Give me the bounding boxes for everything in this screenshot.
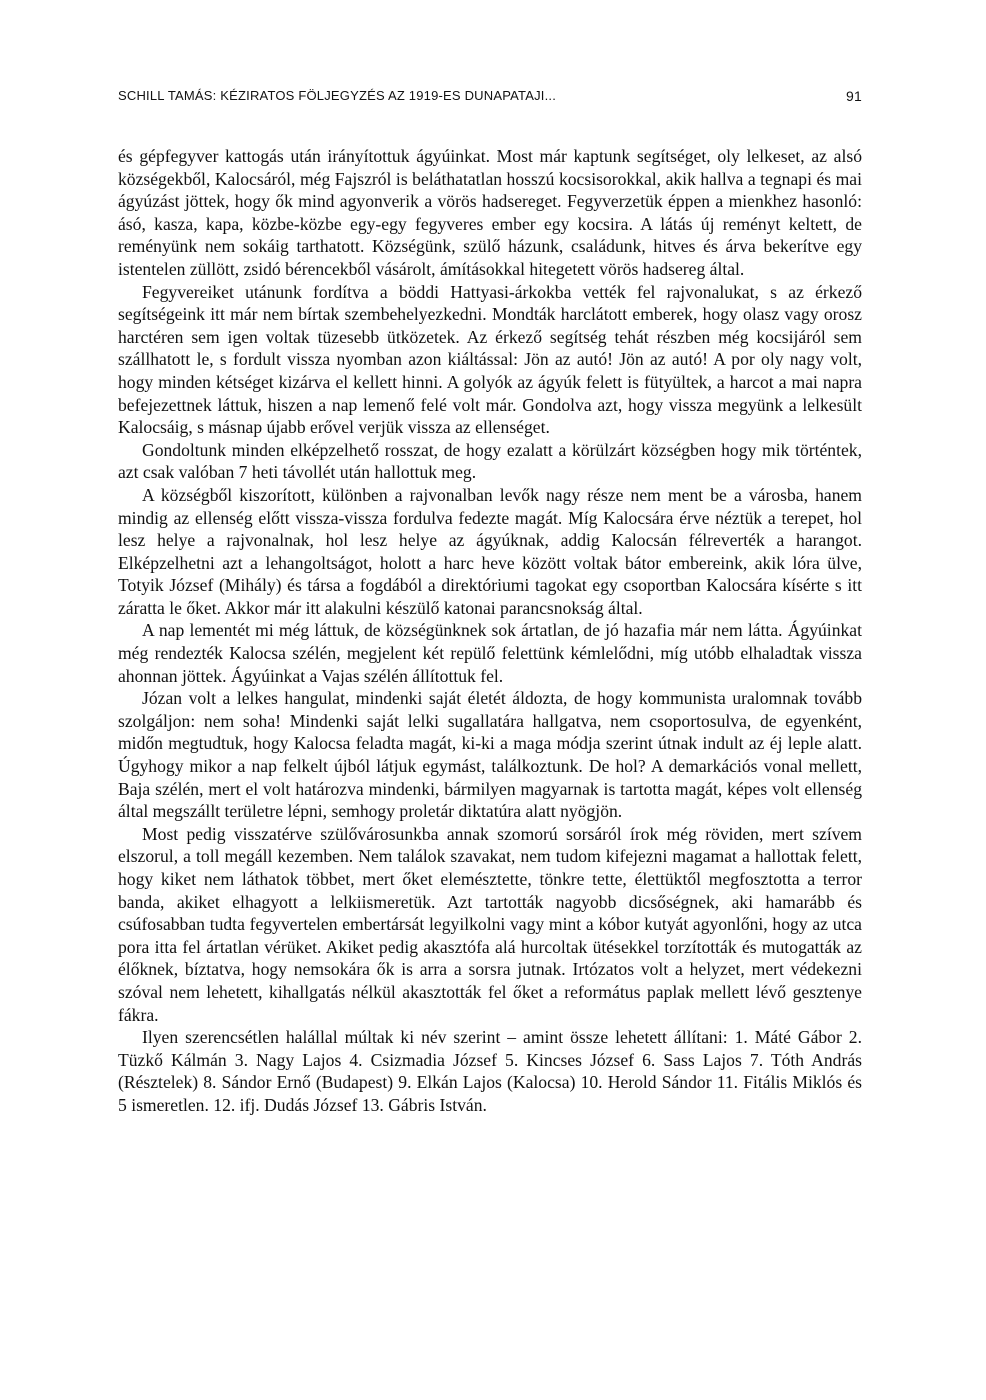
running-title: SCHILL TAMÁS: KÉZIRATOS FÖLJEGYZÉS AZ 1919-ES DUNAPATAJI... <box>118 88 557 103</box>
paragraph: Józan volt a lelkes hangulat, mindenki saját életét áldozta, de hogy kommunista uralomnak tovább szolgáljon: nem soha! Mindenki saját lelki sugallatára hallgatva, nem csoportosulva, de egyenként, midőn megtudtuk, hogy Kalocsa feladta magát, ki-ki a maga módja szerint útnak indult az éj leple alatt. Úgyhogy mikor a nap felkelt újból látjuk egymást, találkoztunk. De hol? A demarkációs vonal mellett, Baja szélén, mert el volt határozva mindenki, bármilyen magyarnak is tartotta magát, képes volt ellenség által megszállt területre lépni, semhogy proletár diktatúra alatt nyögjön. <box>118 688 862 822</box>
body-text <box>118 145 862 1117</box>
paragraph: Gondoltunk minden elképzelhető rosszat, de hogy ezalatt a körülzárt községben hogy mik történtek, azt csak valóban 7 heti távollét után hallottuk meg. <box>118 439 862 483</box>
paragraph: A nap lementét mi még láttuk, de községünknek sok ártatlan, de jó hazafia már nem látta. Ágyúinkat még rendezték Kalocsa szélén, megjelent két repülő felettünk kémlelődni, míg utóbb elhaladtak vissza ahonnan jöttek. Ágyúinkat a Vajas szélén állítottuk fel. <box>118 620 862 686</box>
paragraph: A községből kiszorított, különben a rajvonalban levők nagy része nem ment be a városba, hanem mindig az ellenség előtt vissza-vissza fordulva fedezte magát. Míg Kalocsára érve néztük a terepet, hol lesz helye a rajvonalnak, hol lesz helye az ágyúknak, addig Kalocsán félreverték a harangot. Elképzelhetni azt a lehangoltságot, holott a harc heve között voltak bátor embereink, akik lóra ülve, Totyik József (Mihály) és társa a fogdából a direktóriumi tagokat egy csoportban Kalocsára kísérte s itt záratta le őket. Akkor már itt alakulni készülő katonai parancsnokság által. <box>118 484 862 618</box>
paragraph: és gépfegyver kattogás után irányítottuk ágyúinkat. Most már kaptunk segítséget, oly lelkeset, az alsó községekből, Kalocsáról, még Fajszról is beláthatatlan hosszú kocsisorokkal, akik hallva a tegnapi és mai ágyúzást jöttek, hogy ők mind agyonverik a vörös hadsereget. Fegyverzetük éppen a mienkhez hasonló: ásó, kasza, kapa, közbe-közbe egy-egy fegyveres ember egy kocsira. A látás új reményt keltett, de reményünk nem sokáig tarthatott. Községünk, szülő házunk, családunk, hitves és árva bekerítve egy istentelen züllött, zsidó bérencekből vásárolt, ámításokkal hitegetett vörös hadsereg által. <box>118 146 862 279</box>
paragraph: Most pedig visszatérve szülővárosunkba annak szomorú sorsáról írok még röviden, mert szívem elszorul, a toll megáll kezemben. Nem találok szavakat, nem tudom kifejezni magamat a hallottak felett, hogy kiket nem láthatok többet, mert őket elemésztette, tönkre tette, élettüktől megfosztotta a terror banda, akiket elhagyott a lelkiismeretük. Azt tartották nagyobb dicsőségnek, aki hamarább és csúfosabban tudta fegyvertelen embertársát legyilkolni vagy mint a kóbor kutyát agyonlőni, hogy az utca pora itta fel ártatlan vérüket. Akiket pedig akasztófa alá hurcoltak ütésekkel torzították és mutogatták az élőknek, bíztatva, hogy nemsokára ők is arra a sorsra jutnak. Irtózatos volt a helyzet, mert védekezni szóval nem lehetett, kihallgatás nélkül akasztották fel őket a református paplak mellett lévő gesztenye fákra. <box>118 823 862 1025</box>
paragraph: Fegyvereiket utánunk fordítva a böddi Hattyasi-árkokba vették fel rajvonalukat, s az érkező segítségeink itt már nem bírtak szembehelyezkedni. Mondták harclátott emberek, hogy olasz vagy orosz harctéren sem igen voltak tüzesebb ütközetek. Az érkező segítség tehát részben még kocsijáról sem szállhatott le, s fordult vissza nyomban azon kiáltással: Jön az autó! Jön az autó! A por oly nagy volt, hogy minden kétséget kizárva el kellett hinni. A golyók az ágyúk felett is fütyültek, a harcot a mai napra befejezettnek láttuk, hiszen a nap lemenő felé volt már. Gondolva azt, hogy vissza megyünk a lelkesült Kalocsáig, s másnap újabb erővel verjük vissza az ellenséget. <box>118 281 862 438</box>
paragraph: Ilyen szerencsétlen halállal múltak ki név szerint – amint össze lehetett állítani: 1. Máté Gábor 2. Tüzkő Kálmán 3. Nagy Lajos 4. Csizmadia József 5. Kincses József 6. Sass Lajos 7. Tóth András (Résztelek) 8. Sándor Ernő (Budapest) 9. Elkán Lajos (Kalocsa) 10. Herold Sándor 11. Fitális Miklós és 5 ismeretlen. 12. ifj. Dudás József 13. Gábris István. <box>118 1027 862 1115</box>
page-number: 91 <box>846 88 862 104</box>
running-header <box>118 88 862 108</box>
